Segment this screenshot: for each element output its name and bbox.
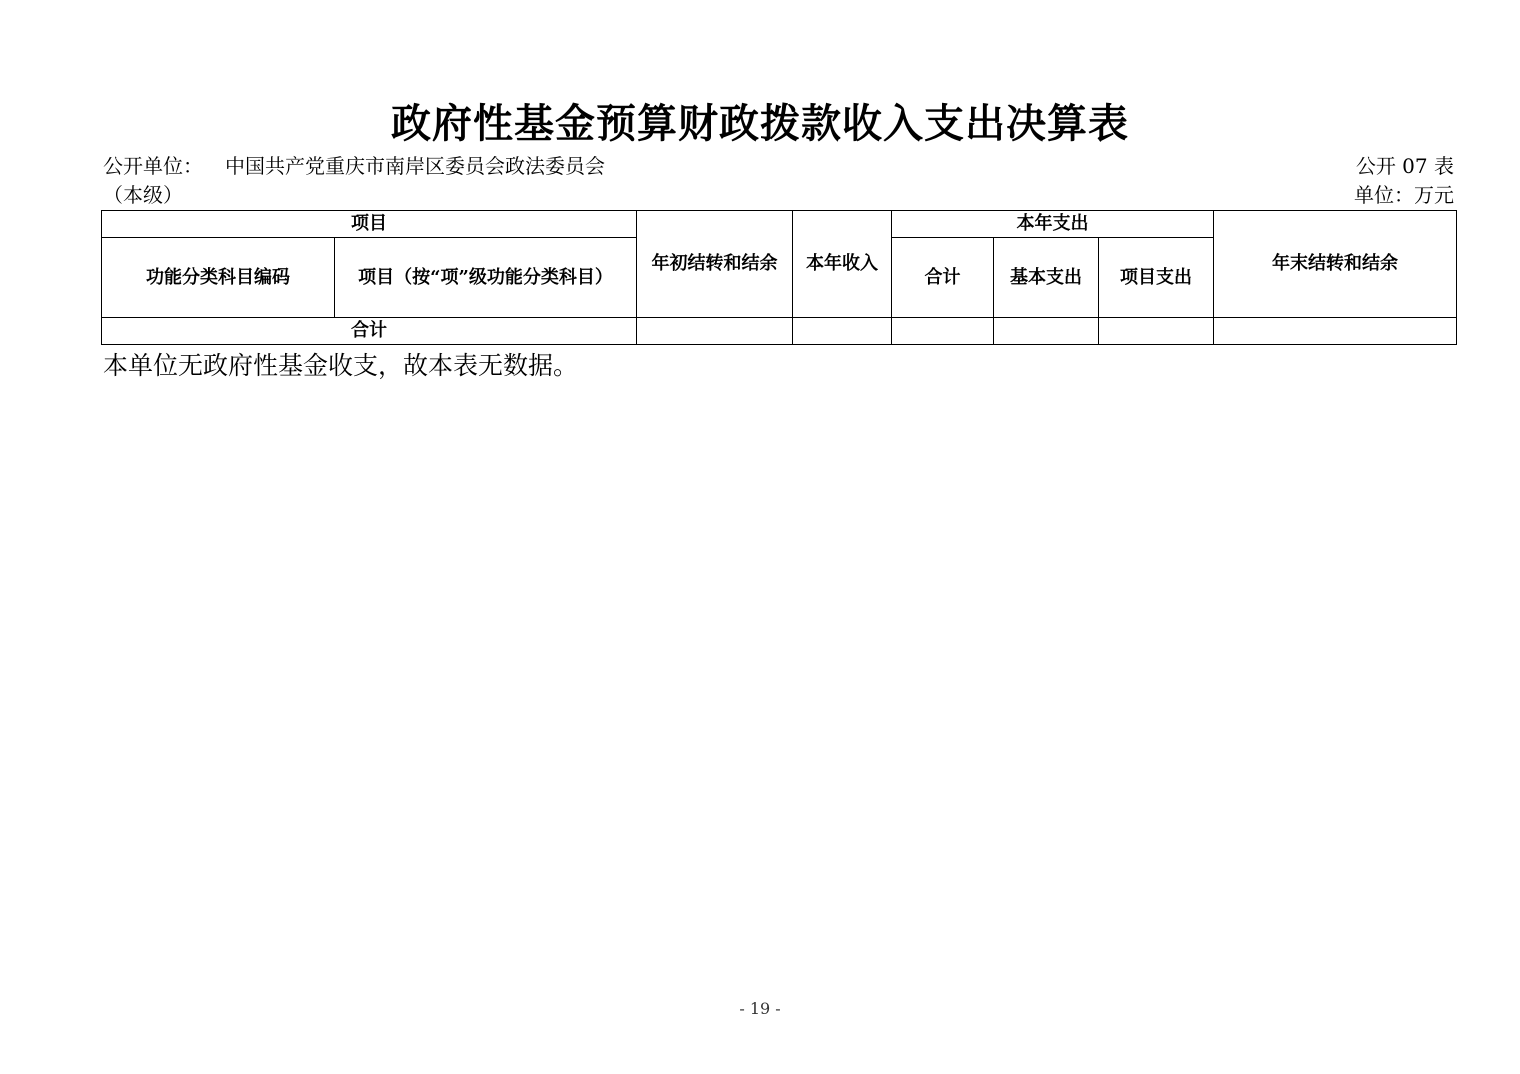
header-income-this-year: 本年收入 — [793, 211, 892, 318]
header-end-balance: 年末结转和结余 — [1214, 211, 1457, 318]
report-table — [101, 210, 1457, 345]
unit-label: 公开单位： — [103, 154, 203, 178]
header-begin-balance: 年初结转和结余 — [637, 211, 793, 318]
header-expense-basic: 基本支出 — [994, 238, 1099, 318]
header-function-code: 功能分类科目编码 — [102, 238, 335, 318]
total-begin-balance — [637, 318, 793, 345]
total-expense-total — [892, 318, 994, 345]
header-project-by-item: 项目（按“项”级功能分类科目） — [335, 238, 637, 318]
total-label: 合计 — [102, 318, 637, 345]
header-expense-total: 合计 — [892, 238, 994, 318]
total-row — [102, 318, 1457, 345]
total-end-balance — [1214, 318, 1457, 345]
header-expense-project: 项目支出 — [1099, 238, 1214, 318]
unit-level: （本级） — [103, 183, 183, 207]
total-expense-basic — [994, 318, 1099, 345]
total-income-this-year — [793, 318, 892, 345]
currency-unit: 单位：万元 — [1354, 183, 1454, 207]
header-expense-this-year: 本年支出 — [892, 211, 1214, 238]
no-data-note: 本单位无政府性基金收支，故本表无数据。 — [103, 351, 579, 380]
header-row-1 — [102, 211, 1457, 238]
page-number: - 19 - — [739, 999, 781, 1018]
table-number: 公开 07 表 — [1355, 154, 1454, 178]
total-expense-project — [1099, 318, 1214, 345]
header-project: 项目 — [102, 211, 637, 238]
unit-name: 中国共产党重庆市南岸区委员会政法委员会 — [225, 154, 605, 178]
document-title: 政府性基金预算财政拨款收入支出决算表 — [391, 100, 1129, 147]
unit-info — [103, 152, 605, 180]
